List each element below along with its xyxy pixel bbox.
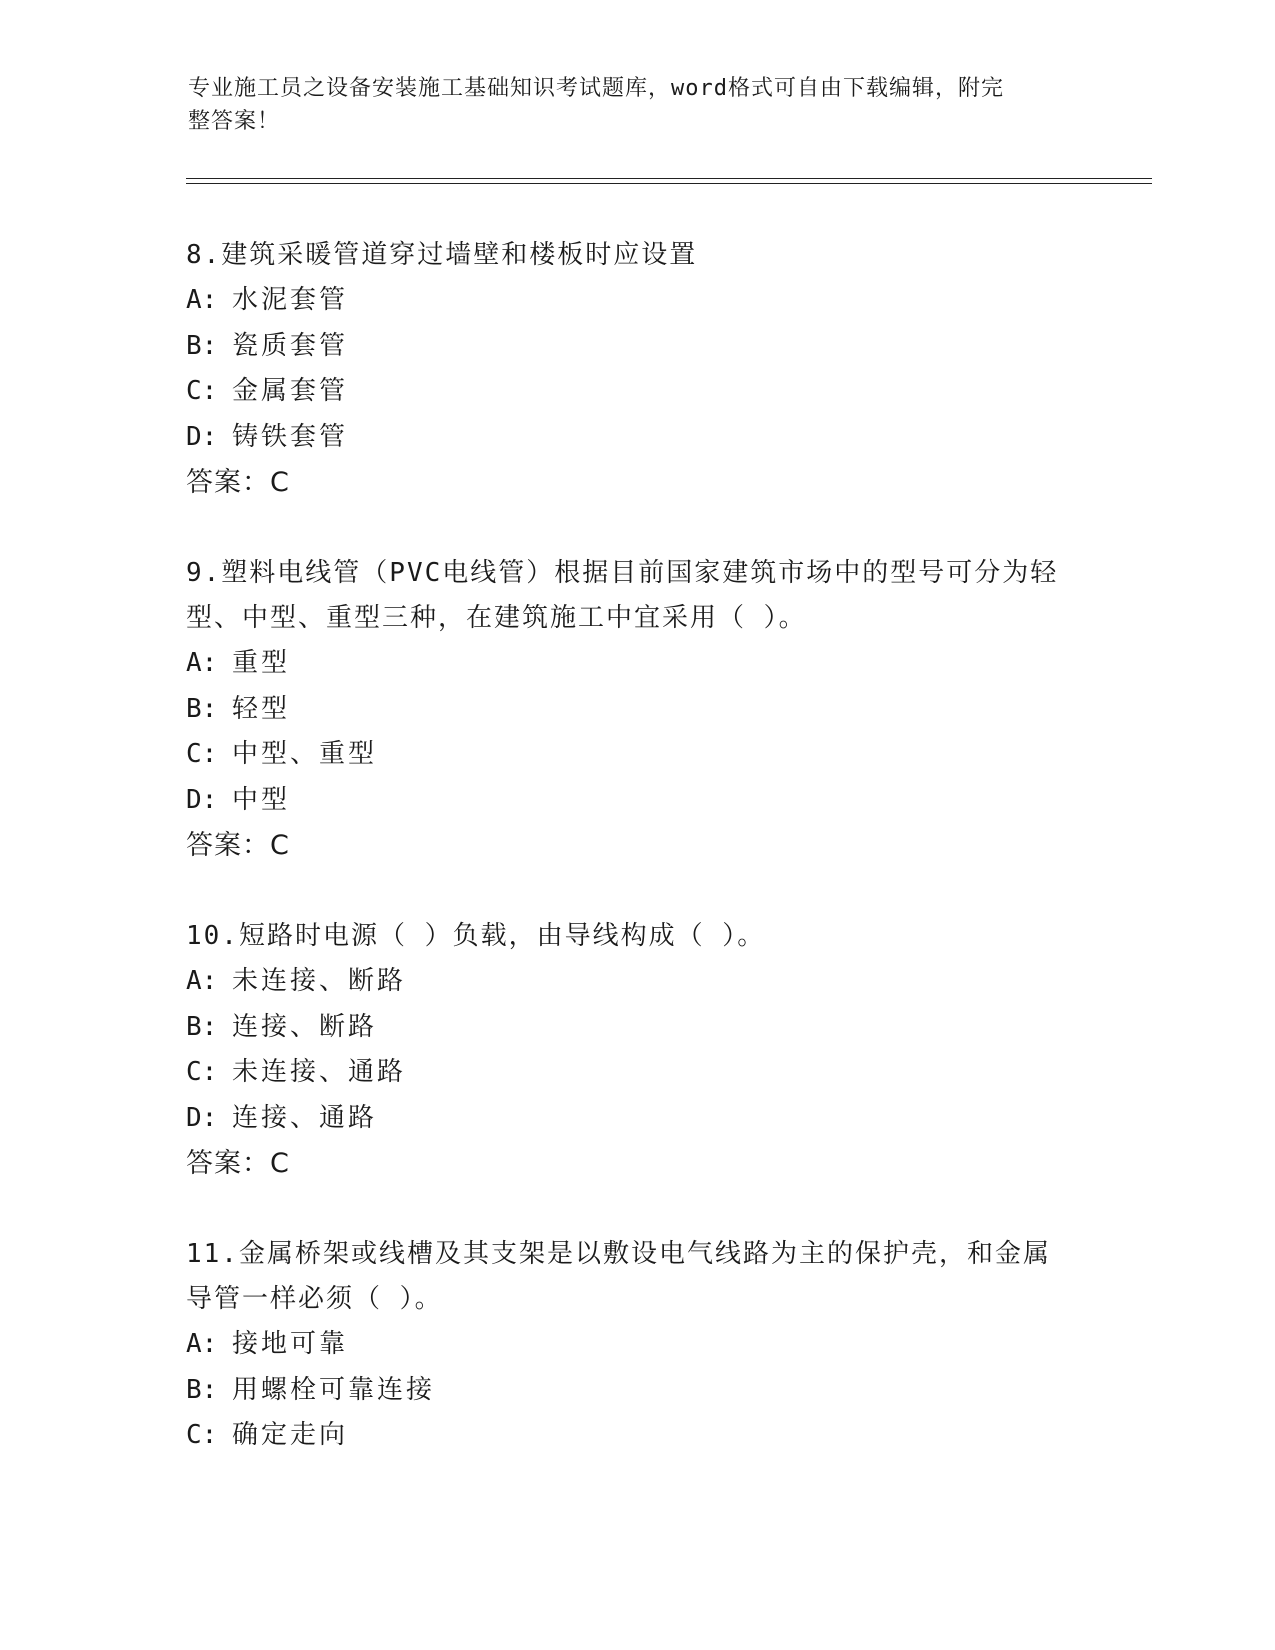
answer-option <box>186 278 1116 324</box>
header-line-1: 专业施工员之设备安装施工基础知识考试题库，word格式可自由下载编辑，附完 <box>188 76 1004 101</box>
answer-option <box>186 641 1116 687</box>
question-list <box>186 233 1116 1505</box>
option-letter: B: <box>186 1374 218 1405</box>
option-letter: B: <box>186 1011 218 1042</box>
header-divider-bottom <box>186 183 1152 184</box>
question-block <box>186 1232 1116 1459</box>
option-text: 重型 <box>232 648 291 678</box>
answer-option <box>186 959 1116 1005</box>
question-block <box>186 233 1116 505</box>
answer-key: 答案：C <box>186 830 290 861</box>
option-text: 未连接、断路 <box>232 966 407 996</box>
option-text: 接地可靠 <box>232 1329 349 1359</box>
question-stem: 型、中型、重型三种，在建筑施工中宜采用（ ）。 <box>186 603 807 633</box>
answer-option <box>186 687 1116 733</box>
option-text: 确定走向 <box>232 1420 349 1450</box>
option-text: 铸铁套管 <box>232 421 349 452</box>
question-stem: 8.建筑采暖管道穿过墙壁和楼板时应设置 <box>186 240 698 270</box>
option-letter: C: <box>186 1057 218 1087</box>
question-stem: 9.塑料电线管（PVC电线管）根据目前国家建筑市场中的型号可分为轻 <box>186 558 1059 588</box>
document-header <box>188 72 1088 138</box>
option-letter: A: <box>186 966 218 996</box>
question-stem: 11.金属桥架或线槽及其支架是以敷设电气线路为主的保护壳，和金属 <box>186 1239 1051 1269</box>
option-letter: B: <box>186 693 218 724</box>
option-text: 连接、通路 <box>232 1102 378 1133</box>
answer-option <box>186 1413 1116 1459</box>
option-letter: A: <box>186 285 218 315</box>
question-block <box>186 914 1116 1186</box>
option-text: 用螺栓可靠连接 <box>232 1374 436 1405</box>
option-letter: D: <box>186 784 218 815</box>
answer-key: 答案：C <box>186 1148 290 1179</box>
answer-option <box>186 1050 1116 1096</box>
option-letter: C: <box>186 376 218 406</box>
answer-option <box>186 324 1116 370</box>
answer-option <box>186 369 1116 415</box>
option-letter: C: <box>186 1420 218 1450</box>
answer-option <box>186 732 1116 778</box>
header-line-2: 整答案！ <box>188 109 281 134</box>
answer-option <box>186 1005 1116 1051</box>
question-stem: 导管一样必须（ ）。 <box>186 1284 443 1314</box>
answer-option <box>186 1322 1116 1368</box>
question-stem: 10.短路时电源（ ）负载，由导线构成（ ）。 <box>186 921 766 951</box>
option-letter: D: <box>186 421 218 452</box>
option-text: 中型 <box>232 784 291 815</box>
option-letter: C: <box>186 739 218 769</box>
option-letter: A: <box>186 1329 218 1359</box>
header-divider-top <box>186 178 1152 179</box>
answer-option <box>186 778 1116 824</box>
answer-key: 答案：C <box>186 467 290 498</box>
option-text: 金属套管 <box>232 376 349 406</box>
option-text: 轻型 <box>232 693 291 724</box>
answer-option <box>186 1368 1116 1414</box>
option-text: 瓷质套管 <box>232 330 349 361</box>
question-block <box>186 551 1116 868</box>
option-letter: D: <box>186 1102 218 1133</box>
answer-option <box>186 1096 1116 1142</box>
option-text: 水泥套管 <box>232 285 349 315</box>
option-text: 连接、断路 <box>232 1011 378 1042</box>
option-letter: B: <box>186 330 218 361</box>
option-text: 未连接、通路 <box>232 1057 407 1087</box>
option-text: 中型、重型 <box>232 739 378 769</box>
option-letter: A: <box>186 648 218 678</box>
answer-option <box>186 415 1116 461</box>
